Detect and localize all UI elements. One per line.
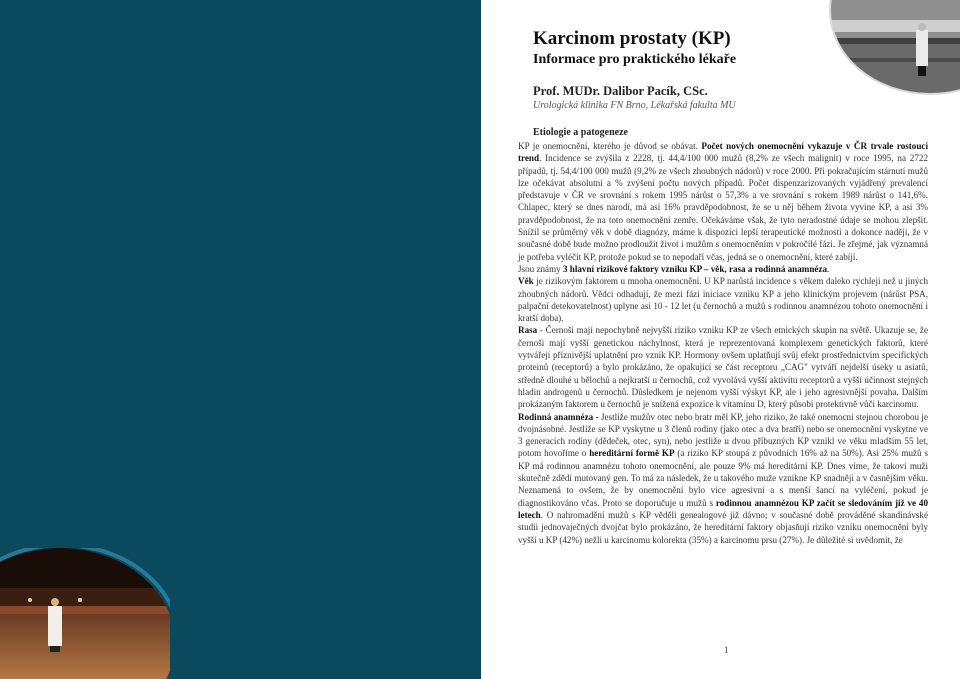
text-span: . Incidence se zvýšila z 2228, tj. 44,4/100 000 mužů (8,2% ze všech malignit) v roce 1995, na 2722 případů, tj. 54,4/100 000 mužů (9,2% ze všech zhoubných nádorů) v roce 2000. Při pokračujícím stárnutí mužů lze očekávat absolutní a % zvýšení počtu nových případů. Počet dispenzarizovaných vyjádřený prevalencí představuje v ČR ve srovnání s rokem 1995 nárůst o 57,3% a ve srovnání s rokem 1989 nárůst o 141,6%. Chlapec, který se dnes narodí, má asi 16% pravděpodobnost, že se u něj během života vyvine KP, a asi 3% pravděpodobnost, že na toto onemocnění zemře. Očekáváme však, že tyto neradostné údaje se mohou zlepšit. Snížil se průměrný věk v době diagnózy, máme k dispozici lepší terapeutické možnosti a dokonce naději, že v současné době bude možno prodloužit život i mužům s onemocněním v pokročilé fázi. Je zřejmé, jak významná je potřeba vyléčit KP, protože pokud se to nepodaří včas, jedná se o onemocnění, které zabíjí. [518, 153, 928, 262]
document-page [481, 0, 960, 679]
text-span: - Černoši mají nepochybně nejvyšší riziko vzniku KP ze všech etnických skupin na světě. Ukazuje se, že černoši mají vyšší genetickou náchylnost, která je reprezentovaná komplexem genetických faktorů, které vytvářejí příznivější uplatnění pro vznik KP. Hormony ovšem uplatňují svůj efekt prostřednictvím specifických proteinů (receptorů) a bylo prokázáno, že opakující se část receptoru „CAG" vytváří nejdelší úseky u asiatů, středně dlouhé u bělochů a nejkratší u černochů, což vyvolává vyšší aktivitu receptorů a vyšší účinnost stejných hladin androgenů u černochů. Důsledkem je nejenom vyšší výskyt KP, ale i jeho agresivnější povaha. Dalším prokázaným faktorem u černochů je snížená expozice k vitamínu D, který působí protektivně vůči karcinomu. [518, 325, 928, 410]
text-span: . O nahromadění mužů s KP věděli genealogové již dávno; v současné době prováděné skandinávské studii jednovaječných dvojčat bylo prokázáno, že hereditární faktory objasňují riziko vzniku onemocnění byly vyšší u KP (42%) nežli u karcinomu kolorekta (35%) a karcinomu prsu (27%). Je důležité si uvědomit, že [518, 509, 928, 545]
highlight-text: 3 hlavní rizikové faktory vzniku KP – věk, rasa a rodinná anamnéza [562, 263, 828, 274]
page-number: 1 [724, 645, 729, 655]
article-body [518, 140, 928, 546]
paragraph-incidence [518, 140, 928, 263]
paragraph-lead: Rodinná anamnéza - [518, 411, 599, 422]
paragraph-race [518, 324, 928, 410]
author-affiliation: Urologická klinika FN Brno, Lékařská fakulta MU [533, 100, 736, 111]
text-span: KP je onemocnění, kterého je důvod se obávat. [518, 141, 702, 151]
text-span: Jsou známy [518, 263, 563, 274]
paragraph-family-history [518, 411, 928, 546]
concert-hall-photo-small [820, 0, 960, 95]
document-title: Karcinom prostaty (KP) [533, 28, 731, 49]
paragraph-age [518, 275, 928, 324]
document-subtitle: Informace pro praktického lékaře [533, 52, 737, 67]
author-name: Prof. MUDr. Dalibor Pacík, CSc. [533, 84, 708, 98]
highlight-text: rodinnou anamnézou KP začít se sledováním již ve 40 letech [518, 497, 928, 520]
paragraph-lead: Věk [518, 276, 534, 287]
highlight-text: Počet nových onemocnění vykazuje v ČR trvale rostoucí trend [518, 141, 928, 164]
paragraph-risk-factors [518, 263, 928, 275]
highlight-text: hereditární formě KP [589, 448, 675, 459]
concert-hall-photo [0, 548, 170, 679]
text-span: je rizikovým faktorem u mnoha onemocnění. U KP narůstá incidence s věkem daleko rychleji než u jiných zhoubných nádorů. Vědci odhadují, že mezi fází iniciace vzniku KP a jeho klinickým projevem (nárůst PSA, palpační detekovatelnost) uplyne asi 10 - 12 let (u černochů a mužů s rodinnou anamnézou tohoto onemocnění i kratší doba). [518, 276, 928, 324]
text-span: . [827, 263, 830, 274]
section-heading: Etiologie a patogeneze [533, 127, 628, 138]
paragraph-lead: Rasa [518, 325, 538, 336]
text-span: (a riziko KP stoupá z původních 16% až na 50%). Asi 25% mužů s KP má rodinnou anamnézu tohoto onemocnění, ale pouze 9% má hereditární KP. Dnes víme, že takoví muži skutečně zdědí mutovaný gen. To má za následek, že u takového muže vznikne KP snadněji a v časnějším věku. Neznamená to ovšem, že by onemocnění bylo více agresivní a s menší šancí na vyléčení, pokud je diagnostikováno včas. Proto se doporučuje u mužů s [518, 448, 928, 508]
text-span: Jestliže mužův otec nebo bratr měl KP, jeho riziko, že také onemocní stejnou chorobou je dvojnásobné. Jestliže se KP vyskytne u 3 členů rodiny (jako otec a dva bratři) nebo se onemocnění vyskytne ve 3 generacích rodiny (dědeček, otec, syn), nebo jestliže u dvou příbuzných KP vznikl ve věku mladším 55 let, potom hovoříme o [518, 411, 928, 459]
